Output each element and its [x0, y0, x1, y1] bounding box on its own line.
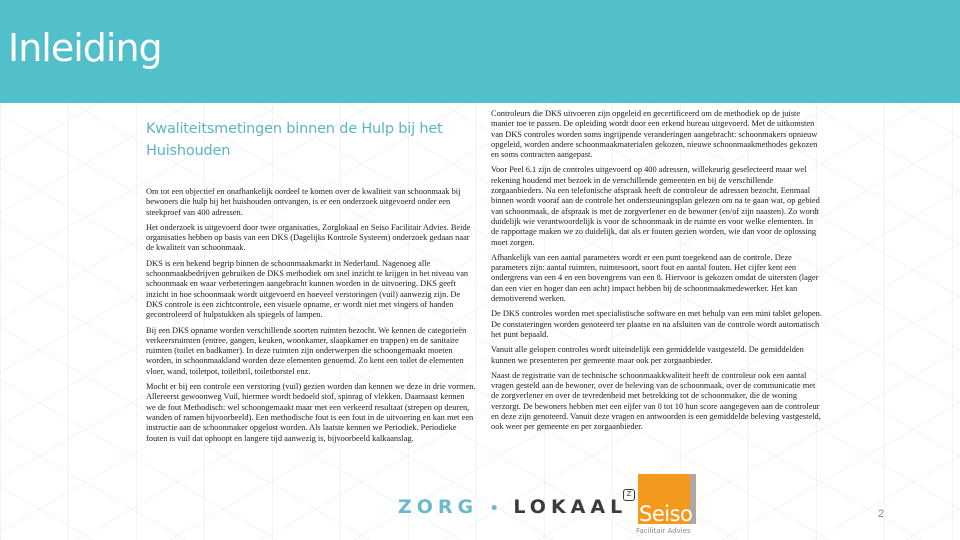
- paragraph: Om tot een objectief en onafhankelijk oordeel te komen over de kwaliteit van schoonmaak bij bewoners die hulp bij het huishouden ontvangen, is er een onderzoek uitgevoerd onder een steekproef van 400 adressen.: [146, 187, 461, 217]
- document-right-column: [491, 109, 823, 438]
- paragraph: Voor Peel 6.1 zijn de controles uitgevoerd op 400 adressen, willekeurig geselecteerd maar wel rekening houdend met bezoek in de verschillende gemeenten en bij de verschillende zorgaanbieders. Na een telefonische afspraak heeft de controleur de adressen bezocht. Eenmaal binnen wordt vooraf aan de controle het ondersteuningsplan gelezen om na te gaan wat, op gebied van schoonmaak, de afspraak is met de zorgverlener en de bewoner (en/of zijn naasten). Zo wordt duidelijk wie verantwoordelijk is voor de schoonmaak in de ruimte en voor welke elementen. In de rapportage maken we zo duidelijk, dat als er fouten gezien worden, wie dan voor de oplossing moet zorgen.: [491, 165, 820, 247]
- zorglokaal-logo-part1: ZORG: [398, 496, 479, 518]
- paragraph: De DKS controles worden met specialistische software en met behulp van een mini tablet gelopen. De constateringen worden genoteerd ter plaatse en na afsluiten van de controle wordt automatisch het punt bepaald.: [491, 309, 822, 339]
- paragraph: Bij een DKS opname worden verschillende soorten ruimten bezocht. We kennen de categorieën verkeersruimten (entree, gangen, keuken, woonkamer, slaapkamer en trappen) en de sanitaire ruimten (toilet en badkamer). In deze ruimten zijn onderwerpen die schoongemaakt moeten worden, in schoonmaakland worden deze elementen genoemd. Zo kent een toilet de elementen vloer, wand, toiletpot, toiletbril, toiletborstel enz.: [146, 325, 467, 376]
- paragraph: Naast de registratie van de technische schoonmaakkwaliteit heeft de controleur ook een aantal vragen gesteld aan de bewoner, over de beleving van de schoonmaak, over de communicatie met de zorgverlener en over de tevredenheid met betrekking tot de schoonmaker, die de woning verzorgt. De bewoners hebben met een eijfer van 0 tot 10 hun score aangegeven aan de controleur en deze zijn genoteerd. Vanuit deze vragen en antwoorden is een gemiddelde beleving vastgesteld, ook weer per gemeente en per zorgaanbieder.: [491, 370, 821, 432]
- paragraph: Afhankelijk van een aantal parameters wordt er een punt toegekend aan de controle. Deze parameters zijn: aantal ruimten, ruimtesoort, soort fout en aantal fouten. Het cijfer kent een ondergrens van een 4 en een bovengrens van een 8. Hiervoor is gekozen omdat de uitersten (lager dan een vier en hoger dan een acht) impact hebben bij de schoonmaakmedewerker. Het kan demotiverend werken.: [491, 252, 819, 304]
- zorglokaal-logo: [398, 496, 627, 518]
- seiso-logo: Seiso: [639, 502, 693, 526]
- zorglokaal-mark-icon: Z: [623, 489, 635, 501]
- document-left-column: [146, 118, 476, 449]
- title-bar: [0, 0, 960, 103]
- slide-title: Inleiding: [8, 26, 162, 70]
- paragraph: Controleurs die DKS uitvoeren zijn opgeleid en gecertificeerd om de methodiek op de juiste manier toe te passen. De opleiding wordt door een erkend bureau uitgevoerd. Met de uitkomsten van DKS controles worden soms ingrijpende veranderingen aangebracht: schoonmakers opnieuw opgeleid, worden andere schoonmaakmaterialen gekozen, nieuwe schoonmaakmethodes gekozen en soms contracten aangepast.: [491, 109, 818, 160]
- paragraph: Vanuit alle gelopen controles wordt uiteindelijk een gemiddelde vastgesteld. De gemiddelden kunnen we presenteren per gemeente maar ook per zorgaanbieder.: [491, 345, 804, 365]
- document-heading: Kwaliteitsmetingen binnen de Hulp bij het Huishouden: [146, 121, 443, 159]
- logos-footer: [395, 482, 705, 540]
- paragraph: Het onderzoek is uitgevoerd door twee organisaties, Zorglokaal en Seiso Facilitair Advies. Beide organisaties hebben op basis van een DKS (Dagelijks Kontrole Systeem) onderzoek gedaan naar de kwaliteit van schoonmaak.: [146, 222, 471, 253]
- page-number: 2: [878, 508, 885, 520]
- zorglokaal-logo-separator: •: [489, 501, 502, 517]
- paragraph: DKS is een bekend begrip binnen de schoonmaakmarkt in Nederland. Nagenoeg alle schoonmaakbedrijven gebruiken de DKS methodiek om snel inzicht te krijgen in het niveau van schoonmaak en waar verbeteringen aangebracht kunnen worden in de uitvoering. DKS geeft inzicht in hoe schoonmaak wordt uitgevoerd en hoeveel verstoringen (vuil) aanwezig zijn. De DKS controle is een zichtcontrole, een visuele opname, er wordt niet met vingers of handen gecontroleerd of hulpstukken als spiegels of lampen.: [146, 258, 469, 320]
- zorglokaal-logo-part2: LOKAAL: [513, 496, 628, 518]
- seiso-logo-subtitle: Facilitair Advies: [636, 527, 691, 535]
- paragraph: Mocht er bij een controle een verstoring (vuil) gezien worden dan kennen we deze in drie vormen. Allereerst gewoonweg Vuil, hiermee wordt bedoeld stof, spinrag of vlekken. Daarnaast kennen we de fout Methodisch: wel schoongemaakt maar met een verkeerd resultaat (strepen op deuren, wanden of ramen bijvoorbeeld). Een methodische fout is een fout in de uitvoering en kan met een instructie aan de schoonmaker opgelost worden. Als laatste kennen we Periodiek. Periodieke fouten is vuil dat ophoopt en langere tijd aanwezig is, bijvoorbeeld kalkaanslag.: [146, 382, 476, 443]
